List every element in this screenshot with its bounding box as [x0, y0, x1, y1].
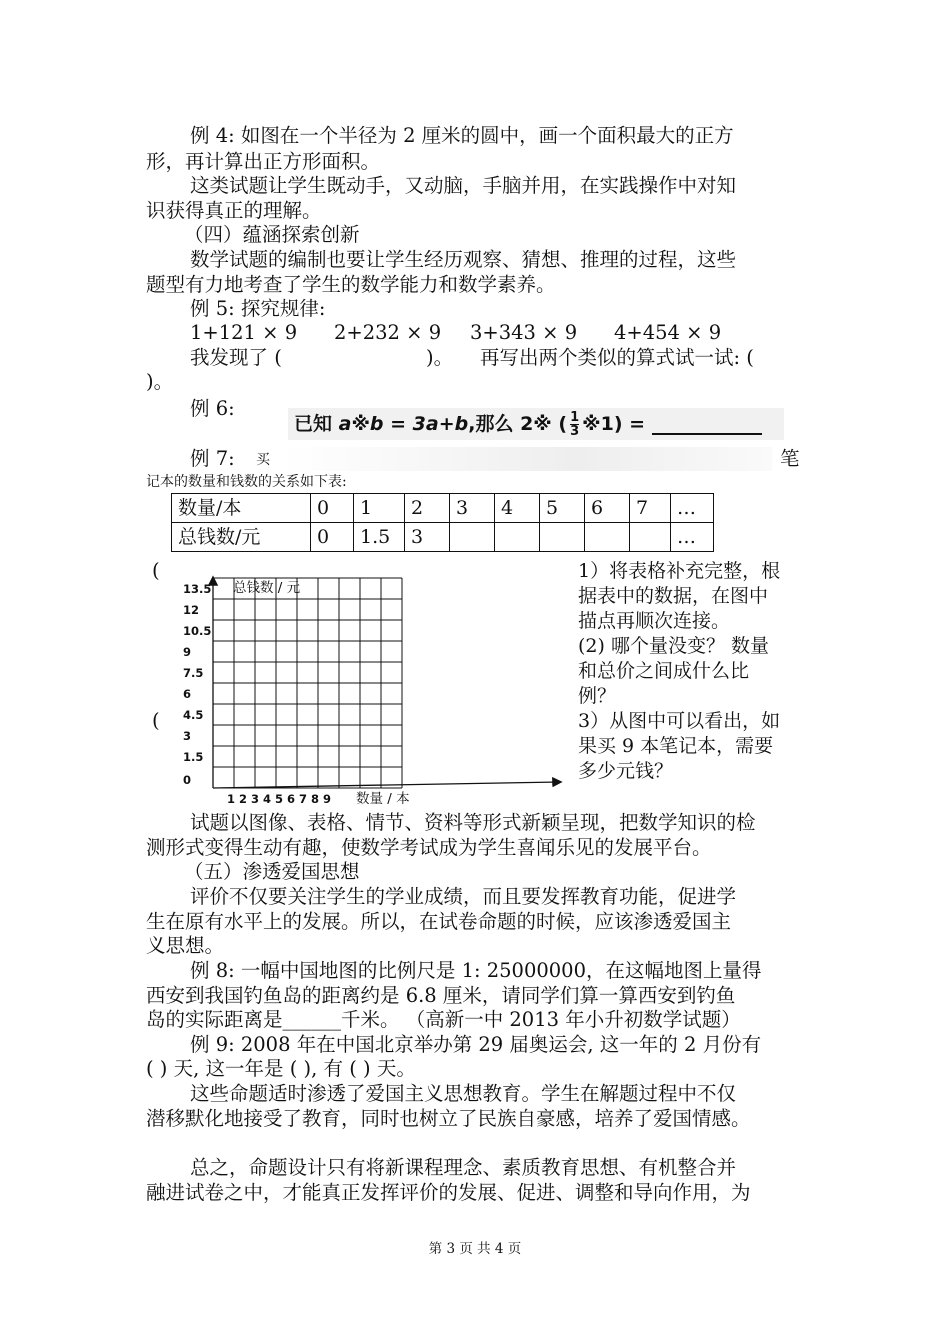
y-tick-label: 7.5 [183, 666, 204, 680]
graph-y-title: 总钱数 / 元 [233, 580, 301, 596]
q1-line1: 1）将表格补充完整，根 [578, 560, 781, 582]
para5-line1: 这些命题适时渗透了爱国主义思想教育。学生在解题过程中不仅 [190, 1082, 737, 1105]
table-cell: 数量/本 [172, 494, 311, 523]
y-tick-label: 1.5 [183, 750, 204, 764]
para1-line1: 这类试题让学生既动手，又动脑，手脑并用，在实践操作中对知 [190, 174, 737, 197]
example6-formula-image [288, 408, 784, 440]
ex5-formula-1: 1+121 × 9 [190, 321, 298, 344]
para4-line2: 生在原有水平上的发展。所以，在试卷命题的时候，应该渗透爱国主 [146, 910, 732, 933]
example4-line2: 形，再计算出正方形面积。 [146, 150, 381, 173]
ex5-found-d: )。 [146, 370, 174, 393]
price-graph [170, 560, 570, 810]
example9-line2: ( ) 天, 这一年是 ( ), 有 ( ) 天。 [146, 1057, 416, 1080]
x-tick-label: 9 [323, 792, 332, 806]
example5-title: 例 5: 探究规律: [190, 297, 326, 320]
x-tick-label: 7 [299, 792, 308, 806]
table-cell: 7 [630, 494, 671, 523]
para1-line2: 识获得真正的理解。 [146, 199, 322, 222]
table-cell [585, 523, 630, 552]
notebook-price-table [171, 493, 714, 552]
para2-line1: 数学试题的编制也要让学生经历观察、猜想、推理的过程，这些 [190, 248, 737, 271]
table-cell: 3 [450, 494, 495, 523]
example7-title: 例 7: [190, 447, 235, 470]
para5-line2: 潜移默化地接受了教育，同时也树立了民族自豪感，培养了爱国情感。 [146, 1107, 751, 1130]
ex5-found-b: )。 [426, 346, 454, 369]
formula-prefix: 已知 [294, 413, 333, 435]
para4-line1: 评价不仅要关注学生的学业成绩，而且要发挥教育功能，促进学 [190, 885, 737, 908]
page-footer: 第 3 页 共 4 页 [428, 1241, 522, 1257]
x-tick-label: 5 [275, 792, 284, 806]
ex5-found-c: 再写出两个类似的算式试一试: ( [480, 346, 754, 369]
y-tick-label: 3 [183, 729, 192, 743]
table-cell: … [671, 523, 714, 552]
formula-definition: a※b = 3a+b [338, 413, 469, 435]
x-tick-label: 3 [251, 792, 260, 806]
y-tick-label: 10.5 [183, 624, 212, 638]
table-cell: 3 [405, 523, 450, 552]
example9-line1: 例 9: 2008 年在中国北京举办第 29 届奥运会, 这一年的 2 月份有 [190, 1033, 762, 1056]
section4-heading: （四）蕴涵探索创新 [184, 223, 360, 246]
para6-line2: 融进试卷之中，才能真正发挥评价的发展、促进、调整和导向作用，为 [146, 1181, 751, 1204]
formula-fraction [570, 411, 579, 438]
ex5-found-a: 我发现了 ( [190, 346, 282, 369]
x-tick-label: 1 [227, 792, 236, 806]
q2-line2: 和总价之间成什么比 [578, 660, 750, 682]
example7-end: 笔 [780, 447, 800, 470]
table-row [172, 523, 714, 552]
ex5-formula-2: 2+232 × 9 [334, 321, 442, 344]
q3-line3: 多少元钱？ [578, 760, 674, 782]
example6-title: 例 6: [190, 397, 235, 420]
graph-grid [213, 578, 402, 788]
graph-x-title: 数量 / 本 [356, 791, 410, 807]
y-tick-label: 12 [183, 603, 200, 617]
table-cell [630, 523, 671, 552]
q2-line3: 例？ [578, 685, 617, 707]
ex5-formula-4: 4+454 × 9 [614, 321, 722, 344]
formula-answer-blank [652, 415, 762, 435]
table-row [172, 494, 714, 523]
formula-suffix: ※1) = [582, 413, 646, 435]
y-tick-label: 13.5 [183, 582, 212, 596]
ex5-formula-3: 3+343 × 9 [470, 321, 578, 344]
fraction-denominator: 3 [570, 424, 580, 439]
x-tick-label: 6 [287, 792, 296, 806]
table-cell: 2 [405, 494, 450, 523]
q1-line2: 据表中的数据，在图中 [578, 585, 769, 607]
table-cell: 总钱数/元 [172, 523, 311, 552]
example7-buy: 买 [256, 452, 270, 468]
formula-mid: ,那么 2※ ( [468, 413, 568, 435]
example8-line1: 例 8: 一幅中国地图的比例尺是 1: 25000000，在这幅地图上量得 [190, 959, 762, 982]
para2-line2: 题型有力地考查了学生的数学能力和数学素养。 [146, 273, 556, 296]
para4-line3: 义思想。 [146, 934, 225, 957]
example8-line2: 西安到我国钓鱼岛的距离约是 6.8 厘米，请同学们算一算西安到钓鱼 [146, 984, 736, 1007]
example8-line3: 岛的实际距离是______千米。 （高新一中 2013 年小升初数学试题） [146, 1008, 741, 1031]
question-paren-1: ( [152, 559, 160, 582]
x-tick-label: 8 [311, 792, 320, 806]
table-cell: 1.5 [354, 523, 405, 552]
example4-line1: 例 4: 如图在一个半径为 2 厘米的圆中，画一个面积最大的正方 [190, 124, 734, 147]
table-cell [540, 523, 585, 552]
example7-line2: 记本的数量和钱数的关系如下表: [146, 474, 347, 490]
table-cell: 4 [495, 494, 540, 523]
para3-line2: 测形式变得生动有趣，使数学考试成为学生喜闻乐见的发展平台。 [146, 836, 712, 859]
table-cell: 5 [540, 494, 585, 523]
q1-line3: 描点再顺次连接。 [578, 610, 731, 632]
table-cell: … [671, 494, 714, 523]
x-tick-label: 4 [263, 792, 272, 806]
para6-line1: 总之，命题设计只有将新课程理念、素质教育思想、有机整合并 [190, 1156, 737, 1179]
q3-line2: 果买 9 本笔记本，需要 [578, 735, 774, 757]
y-tick-label: 9 [183, 645, 192, 659]
table-cell [450, 523, 495, 552]
table-cell: 0 [311, 494, 354, 523]
y-tick-label: 6 [183, 687, 192, 701]
table-cell: 6 [585, 494, 630, 523]
section5-heading: （五）渗透爱国思想 [184, 860, 360, 883]
y-tick-label: 4.5 [183, 708, 204, 722]
table-cell: 1 [354, 494, 405, 523]
y-tick-label: 0 [183, 773, 192, 787]
fraction-numerator: 1 [570, 410, 580, 425]
table-cell [495, 523, 540, 552]
table-cell: 0 [311, 523, 354, 552]
x-tick-label: 2 [239, 792, 248, 806]
question-paren-2: ( [152, 709, 160, 732]
example7-obscured-text [282, 447, 772, 471]
q2-line1: (2) 哪个量没变？ 数量 [578, 635, 769, 657]
para3-line1: 试题以图像、表格、情节、资料等形式新颖呈现，把数学知识的检 [190, 811, 756, 834]
q3-line1: 3）从图中可以看出，如 [578, 710, 781, 732]
